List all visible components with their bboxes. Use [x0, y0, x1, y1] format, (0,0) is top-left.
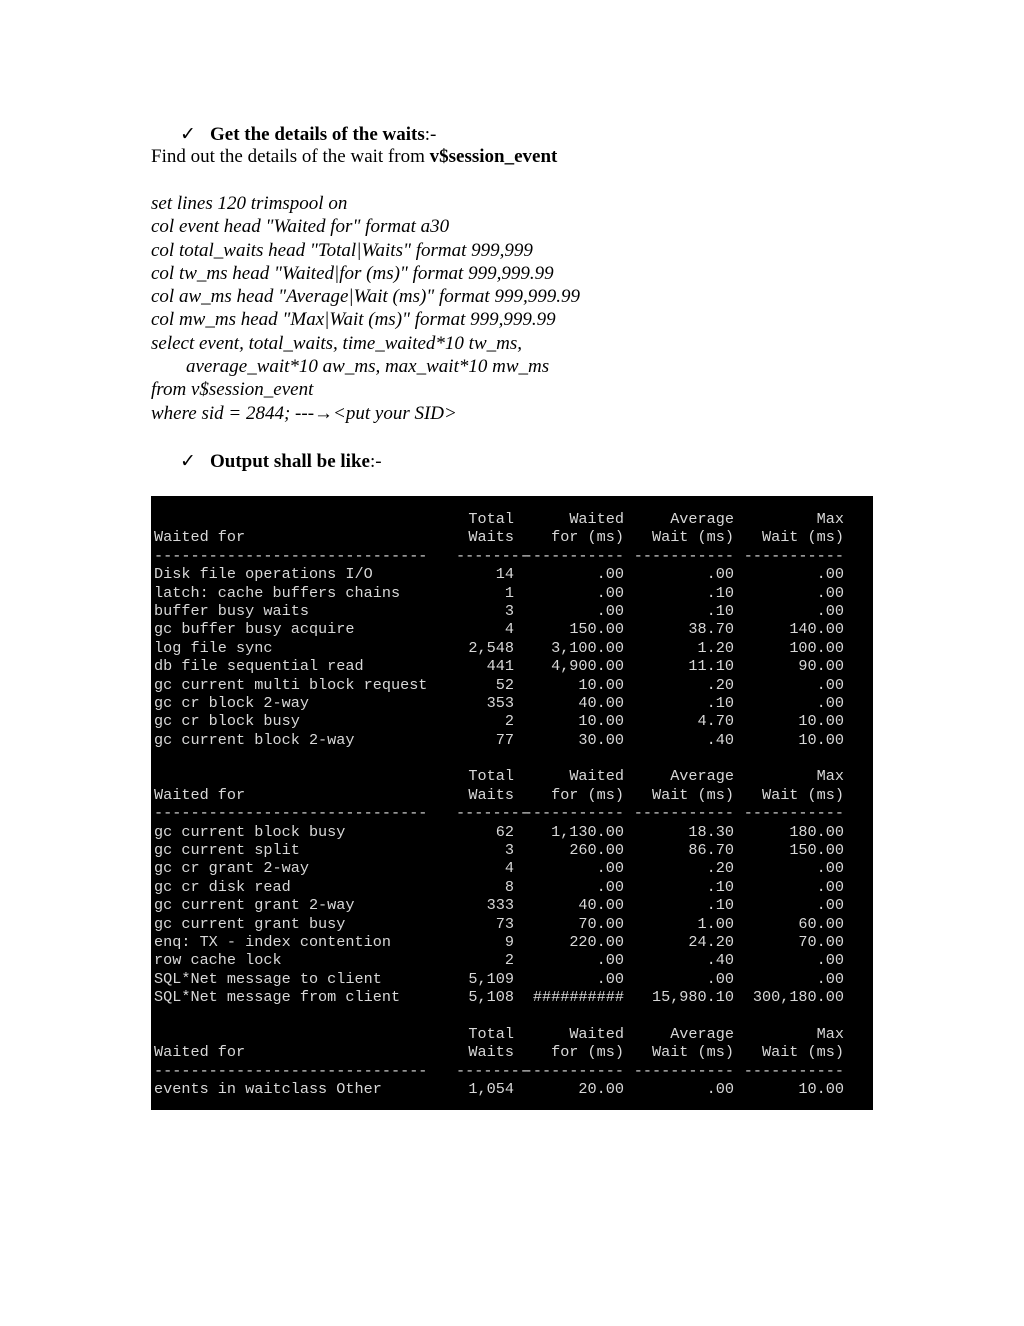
table-row [154, 602, 873, 620]
table-cell: ------------------------------ [154, 1061, 428, 1080]
table-row [154, 859, 873, 877]
table-cell: .00 [596, 601, 624, 620]
table-cell: ########## [532, 988, 624, 1007]
heading-suffix: :- [424, 124, 437, 145]
intro-paragraph [151, 146, 557, 168]
table-cell: 20.00 [578, 1080, 624, 1099]
table-cell: 441 [486, 657, 514, 676]
table-cell: 30.00 [578, 730, 624, 749]
table-cell: ----------- [633, 1061, 734, 1080]
table-cell: gc cr grant 2-way [154, 859, 309, 878]
table-cell: Disk file operations I/O [154, 565, 373, 584]
code-line: select event, total_waits, time_waited*10 tw_ms, [151, 332, 522, 354]
table-cell: 10.00 [798, 730, 844, 749]
table-cell: gc buffer busy acquire [154, 620, 355, 639]
table-cell: SQL*Net message to client [154, 969, 382, 988]
table-cell: db file sequential read [154, 657, 364, 676]
table-row [154, 933, 873, 951]
table-cell: .00 [816, 693, 844, 712]
table-cell: 86.70 [688, 841, 734, 860]
column-header-row [154, 767, 873, 785]
code-line: col aw_ms head "Average|Wait (ms)" format 999,999.99 [151, 286, 580, 308]
table-row [154, 823, 873, 841]
table-cell: gc current split [154, 841, 300, 860]
table-cell: 70.00 [798, 932, 844, 951]
code-line: col total_waits head "Total|Waits" format 999,999 [151, 239, 533, 261]
table-cell: row cache lock [154, 951, 282, 970]
table-cell: 300,180.00 [752, 988, 844, 1007]
table-cell: 3 [504, 841, 514, 860]
table-cell: 24.20 [688, 932, 734, 951]
table-cell: .10 [706, 583, 734, 602]
table-cell: Wait (ms) [761, 528, 844, 547]
table-cell: 5,108 [468, 988, 514, 1007]
table-cell: for (ms) [551, 785, 624, 804]
terminal-output-screenshot [151, 496, 873, 1110]
table-row [154, 878, 873, 896]
section-heading-output [180, 450, 382, 473]
table-cell: Wait (ms) [651, 528, 734, 547]
table-cell: 2 [504, 712, 514, 731]
table-cell: 14 [495, 565, 514, 584]
table-cell: .00 [816, 565, 844, 584]
code-line: from v$session_event [151, 379, 314, 401]
table-cell: .00 [816, 675, 844, 694]
table-cell: 18.30 [688, 822, 734, 841]
separator-row [154, 804, 873, 822]
table-cell: Waits [468, 528, 514, 547]
table-cell: .00 [816, 877, 844, 896]
table-cell: .00 [816, 601, 844, 620]
column-header-row [154, 1043, 873, 1061]
table-row [154, 896, 873, 914]
table-cell: gc current grant 2-way [154, 896, 355, 915]
table-cell: Wait (ms) [761, 1043, 844, 1062]
table-cell: 1.00 [697, 914, 734, 933]
table-cell: 4.70 [697, 712, 734, 731]
table-cell: .00 [816, 969, 844, 988]
table-cell: 4,900.00 [551, 657, 624, 676]
table-cell: ----------- [523, 546, 624, 565]
table-cell: log file sync [154, 638, 273, 657]
table-cell: for (ms) [551, 1043, 624, 1062]
table-cell: gc current grant busy [154, 914, 346, 933]
table-cell: ----------- [633, 804, 734, 823]
table-cell: .10 [706, 877, 734, 896]
table-cell: 3,100.00 [551, 638, 624, 657]
table-cell: 62 [495, 822, 514, 841]
table-row [154, 657, 873, 675]
table-cell: 100.00 [789, 638, 844, 657]
table-cell: Average [670, 510, 734, 528]
table-cell: Wait (ms) [651, 785, 734, 804]
table-cell: 73 [495, 914, 514, 933]
table-cell: for (ms) [551, 528, 624, 547]
table-cell: 90.00 [798, 657, 844, 676]
table-cell: 1,130.00 [551, 822, 624, 841]
table-cell: 150.00 [789, 841, 844, 860]
section-heading-wait-details [180, 123, 436, 146]
table-cell: .00 [816, 951, 844, 970]
table-row [154, 620, 873, 638]
table-cell: .00 [706, 565, 734, 584]
table-cell: Wait (ms) [761, 785, 844, 804]
table-cell: ------------------------------ [154, 546, 428, 565]
table-cell: 1 [504, 583, 514, 602]
table-cell: Waited for [154, 785, 246, 804]
table-cell: 70.00 [578, 914, 624, 933]
table-cell: 15,980.10 [651, 988, 734, 1007]
code-line: set lines 120 trimspool on [151, 193, 348, 214]
table-row [154, 565, 873, 583]
table-cell: ----------- [633, 546, 734, 565]
table-cell: gc current block 2-way [154, 730, 355, 749]
table-row [154, 584, 873, 602]
table-cell: 260.00 [569, 841, 624, 860]
table-row [154, 915, 873, 933]
table-cell: .00 [816, 896, 844, 915]
table-cell: 10.00 [578, 675, 624, 694]
table-cell: ----------- [743, 1061, 844, 1080]
table-cell: Average [670, 1024, 734, 1043]
table-cell: 5,109 [468, 969, 514, 988]
table-cell: Waited [569, 1024, 624, 1043]
table-cell: 140.00 [789, 620, 844, 639]
table-row [154, 1080, 873, 1098]
table-cell: SQL*Net message from client [154, 988, 401, 1007]
table-cell: 353 [486, 693, 514, 712]
table-cell: .40 [706, 951, 734, 970]
checkmark-icon: ✓ [180, 451, 196, 472]
table-cell: Waits [468, 1043, 514, 1062]
table-cell: .00 [596, 565, 624, 584]
table-row [154, 970, 873, 988]
table-cell: .00 [596, 969, 624, 988]
table-cell: 333 [486, 896, 514, 915]
table-cell: events in waitclass Other [154, 1080, 382, 1099]
table-cell: 9 [504, 932, 514, 951]
separator-row [154, 547, 873, 565]
table-cell: Max [816, 767, 844, 786]
table-cell: .10 [706, 896, 734, 915]
column-header-row [154, 1025, 873, 1043]
table-cell: Total [468, 1024, 514, 1043]
table-cell: 1.20 [697, 638, 734, 657]
block-spacer [154, 1007, 873, 1025]
table-cell: 8 [504, 877, 514, 896]
table-cell: .10 [706, 601, 734, 620]
table-cell: .00 [596, 859, 624, 878]
separator-row [154, 1062, 873, 1080]
code-line: col mw_ms head "Max|Wait (ms)" format 999,999.99 [151, 309, 556, 331]
column-header-row [154, 528, 873, 546]
table-cell: -------- [456, 804, 529, 823]
table-cell: gc current block busy [154, 822, 346, 841]
table-cell: 220.00 [569, 932, 624, 951]
table-row [154, 639, 873, 657]
table-cell: Wait (ms) [651, 1043, 734, 1062]
table-row [154, 712, 873, 730]
table-cell: 2,548 [468, 638, 514, 657]
table-cell: Waited for [154, 528, 246, 547]
table-cell: 10.00 [798, 712, 844, 731]
table-cell: ----------- [523, 1061, 624, 1080]
table-cell: -------- [456, 546, 529, 565]
table-cell: 77 [495, 730, 514, 749]
table-cell: .20 [706, 859, 734, 878]
table-cell: Average [670, 767, 734, 786]
table-cell: Waits [468, 785, 514, 804]
column-header-row [154, 510, 873, 528]
table-cell: .00 [816, 859, 844, 878]
table-cell: -------- [456, 1061, 529, 1080]
table-cell: ----------- [743, 546, 844, 565]
table-cell: ----------- [743, 804, 844, 823]
table-cell: 40.00 [578, 896, 624, 915]
table-row [154, 694, 873, 712]
table-cell: gc cr block 2-way [154, 693, 309, 712]
table-cell: Total [468, 510, 514, 528]
table-cell: 4 [504, 620, 514, 639]
heading-suffix: :- [369, 451, 382, 472]
table-cell: gc cr disk read [154, 877, 291, 896]
table-cell: Total [468, 767, 514, 786]
table-cell: Waited [569, 510, 624, 528]
table-cell: Waited for [154, 1043, 246, 1062]
table-cell: ------------------------------ [154, 804, 428, 823]
table-cell: Max [816, 1024, 844, 1043]
table-cell: .00 [706, 969, 734, 988]
table-cell: 2 [504, 951, 514, 970]
table-cell: .00 [596, 583, 624, 602]
table-cell: enq: TX - index contention [154, 932, 391, 951]
table-cell: 150.00 [569, 620, 624, 639]
table-row [154, 841, 873, 859]
code-line: col event head "Waited for" format a30 [151, 216, 450, 238]
table-cell: Waited [569, 767, 624, 786]
table-cell: 52 [495, 675, 514, 694]
table-cell: 11.10 [688, 657, 734, 676]
code-line: where sid = 2844; ---→<put your SID> [151, 402, 457, 424]
table-cell: 180.00 [789, 822, 844, 841]
table-row [154, 731, 873, 749]
table-cell: 38.70 [688, 620, 734, 639]
table-cell: .00 [596, 951, 624, 970]
table-cell: 3 [504, 601, 514, 620]
sql-code-block [151, 192, 580, 425]
table-cell: .40 [706, 730, 734, 749]
heading-text: Output shall be like [210, 451, 370, 472]
table-cell: gc cr block busy [154, 712, 300, 731]
code-line: average_wait*10 aw_ms, max_wait*10 mw_ms [186, 356, 550, 378]
intro-view-name: v$session_event [429, 146, 558, 167]
table-cell: .00 [596, 877, 624, 896]
code-line: col tw_ms head "Waited|for (ms)" format 999,999.99 [151, 262, 554, 284]
column-header-row [154, 786, 873, 804]
table-row [154, 988, 873, 1006]
table-cell: gc current multi block request [154, 675, 428, 694]
table-cell: 10.00 [578, 712, 624, 731]
table-cell: .00 [706, 1080, 734, 1099]
table-row [154, 951, 873, 969]
table-cell: 4 [504, 859, 514, 878]
table-cell: 10.00 [798, 1080, 844, 1099]
table-cell: .00 [816, 583, 844, 602]
table-row [154, 676, 873, 694]
table-cell: 60.00 [798, 914, 844, 933]
block-spacer [154, 749, 873, 767]
table-cell: .10 [706, 693, 734, 712]
table-cell: 1,054 [468, 1080, 514, 1099]
table-cell: latch: cache buffers chains [154, 583, 401, 602]
table-cell: ----------- [523, 804, 624, 823]
checkmark-icon: ✓ [180, 124, 196, 145]
intro-text: Find out the details of the wait from [151, 146, 430, 167]
table-cell: buffer busy waits [154, 601, 309, 620]
table-cell: 40.00 [578, 693, 624, 712]
heading-text: Get the details of the waits [210, 124, 425, 145]
table-cell: .20 [706, 675, 734, 694]
table-cell: Max [816, 510, 844, 528]
